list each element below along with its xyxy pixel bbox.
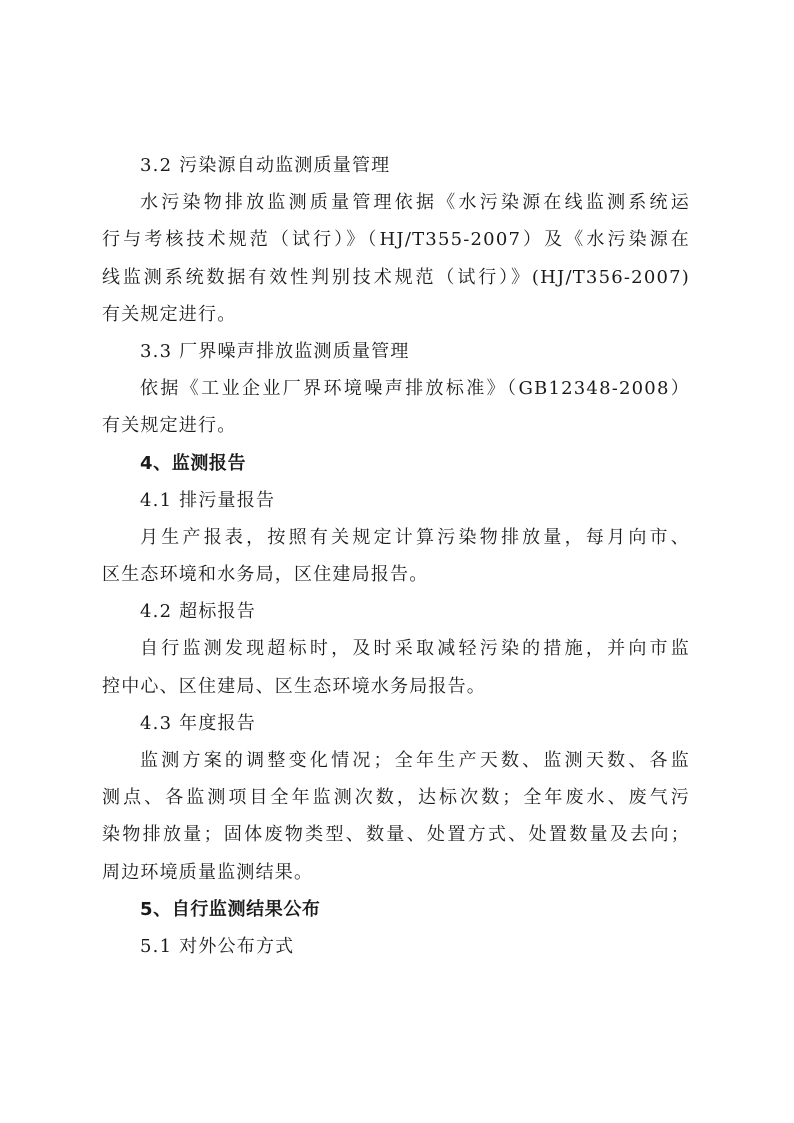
paragraph-line: 月生产报表，按照有关规定计算污染物排放量，每月向市、 [140, 526, 690, 548]
paragraph-line: 线监测系统数据有效性判别技术规范（试行）》(HJ/T356-2007) [102, 266, 690, 288]
paragraph-line: 监测方案的调整变化情况；全年生产天数、监测天数、各监 [140, 750, 690, 771]
paragraph-line: 染物排放量；固体废物类型、数量、处置方式、处置数量及去向； [102, 824, 690, 846]
paragraph-line: 有关规定进行。 [102, 303, 237, 325]
section-heading-3-3: 3.3 厂界噪声排放监测质量管理 [140, 340, 410, 362]
section-heading-4-2: 4.2 超标报告 [140, 601, 256, 623]
paragraph-line: 有关规定进行。 [102, 415, 237, 437]
paragraph-line: 行与考核技术规范（试行）》（HJ/T355-2007）及《水污染源在 [102, 229, 690, 251]
paragraph-line: 测点、各监测项目全年监测次数，达标次数；全年废水、废气污 [102, 787, 690, 809]
section-heading-3-2: 3.2 污染源自动监测质量管理 [140, 155, 391, 176]
section-heading-5: 5、自行监测结果公布 [140, 898, 321, 920]
section-heading-4-3: 4.3 年度报告 [140, 712, 256, 734]
document-body [102, 147, 690, 965]
paragraph-line: 周边环境质量监测结果。 [102, 861, 314, 883]
paragraph-line: 自行监测发现超标时，及时采取减轻污染的措施，并向市监 [140, 638, 690, 660]
paragraph-line: 控中心、区住建局、区生态环境水务局报告。 [102, 675, 486, 697]
paragraph-line: 依据《工业企业厂界环境噪声排放标准》（GB12348-2008） [140, 378, 690, 400]
section-heading-5-1: 5.1 对外公布方式 [140, 935, 295, 957]
paragraph-line: 水污染物排放监测质量管理依据《水污染源在线监测系统运 [140, 192, 690, 214]
section-heading-4: 4、监测报告 [140, 452, 247, 474]
paragraph-line: 区生态环境和水务局，区住建局报告。 [102, 564, 429, 586]
section-heading-4-1: 4.1 排污量报告 [140, 489, 276, 511]
